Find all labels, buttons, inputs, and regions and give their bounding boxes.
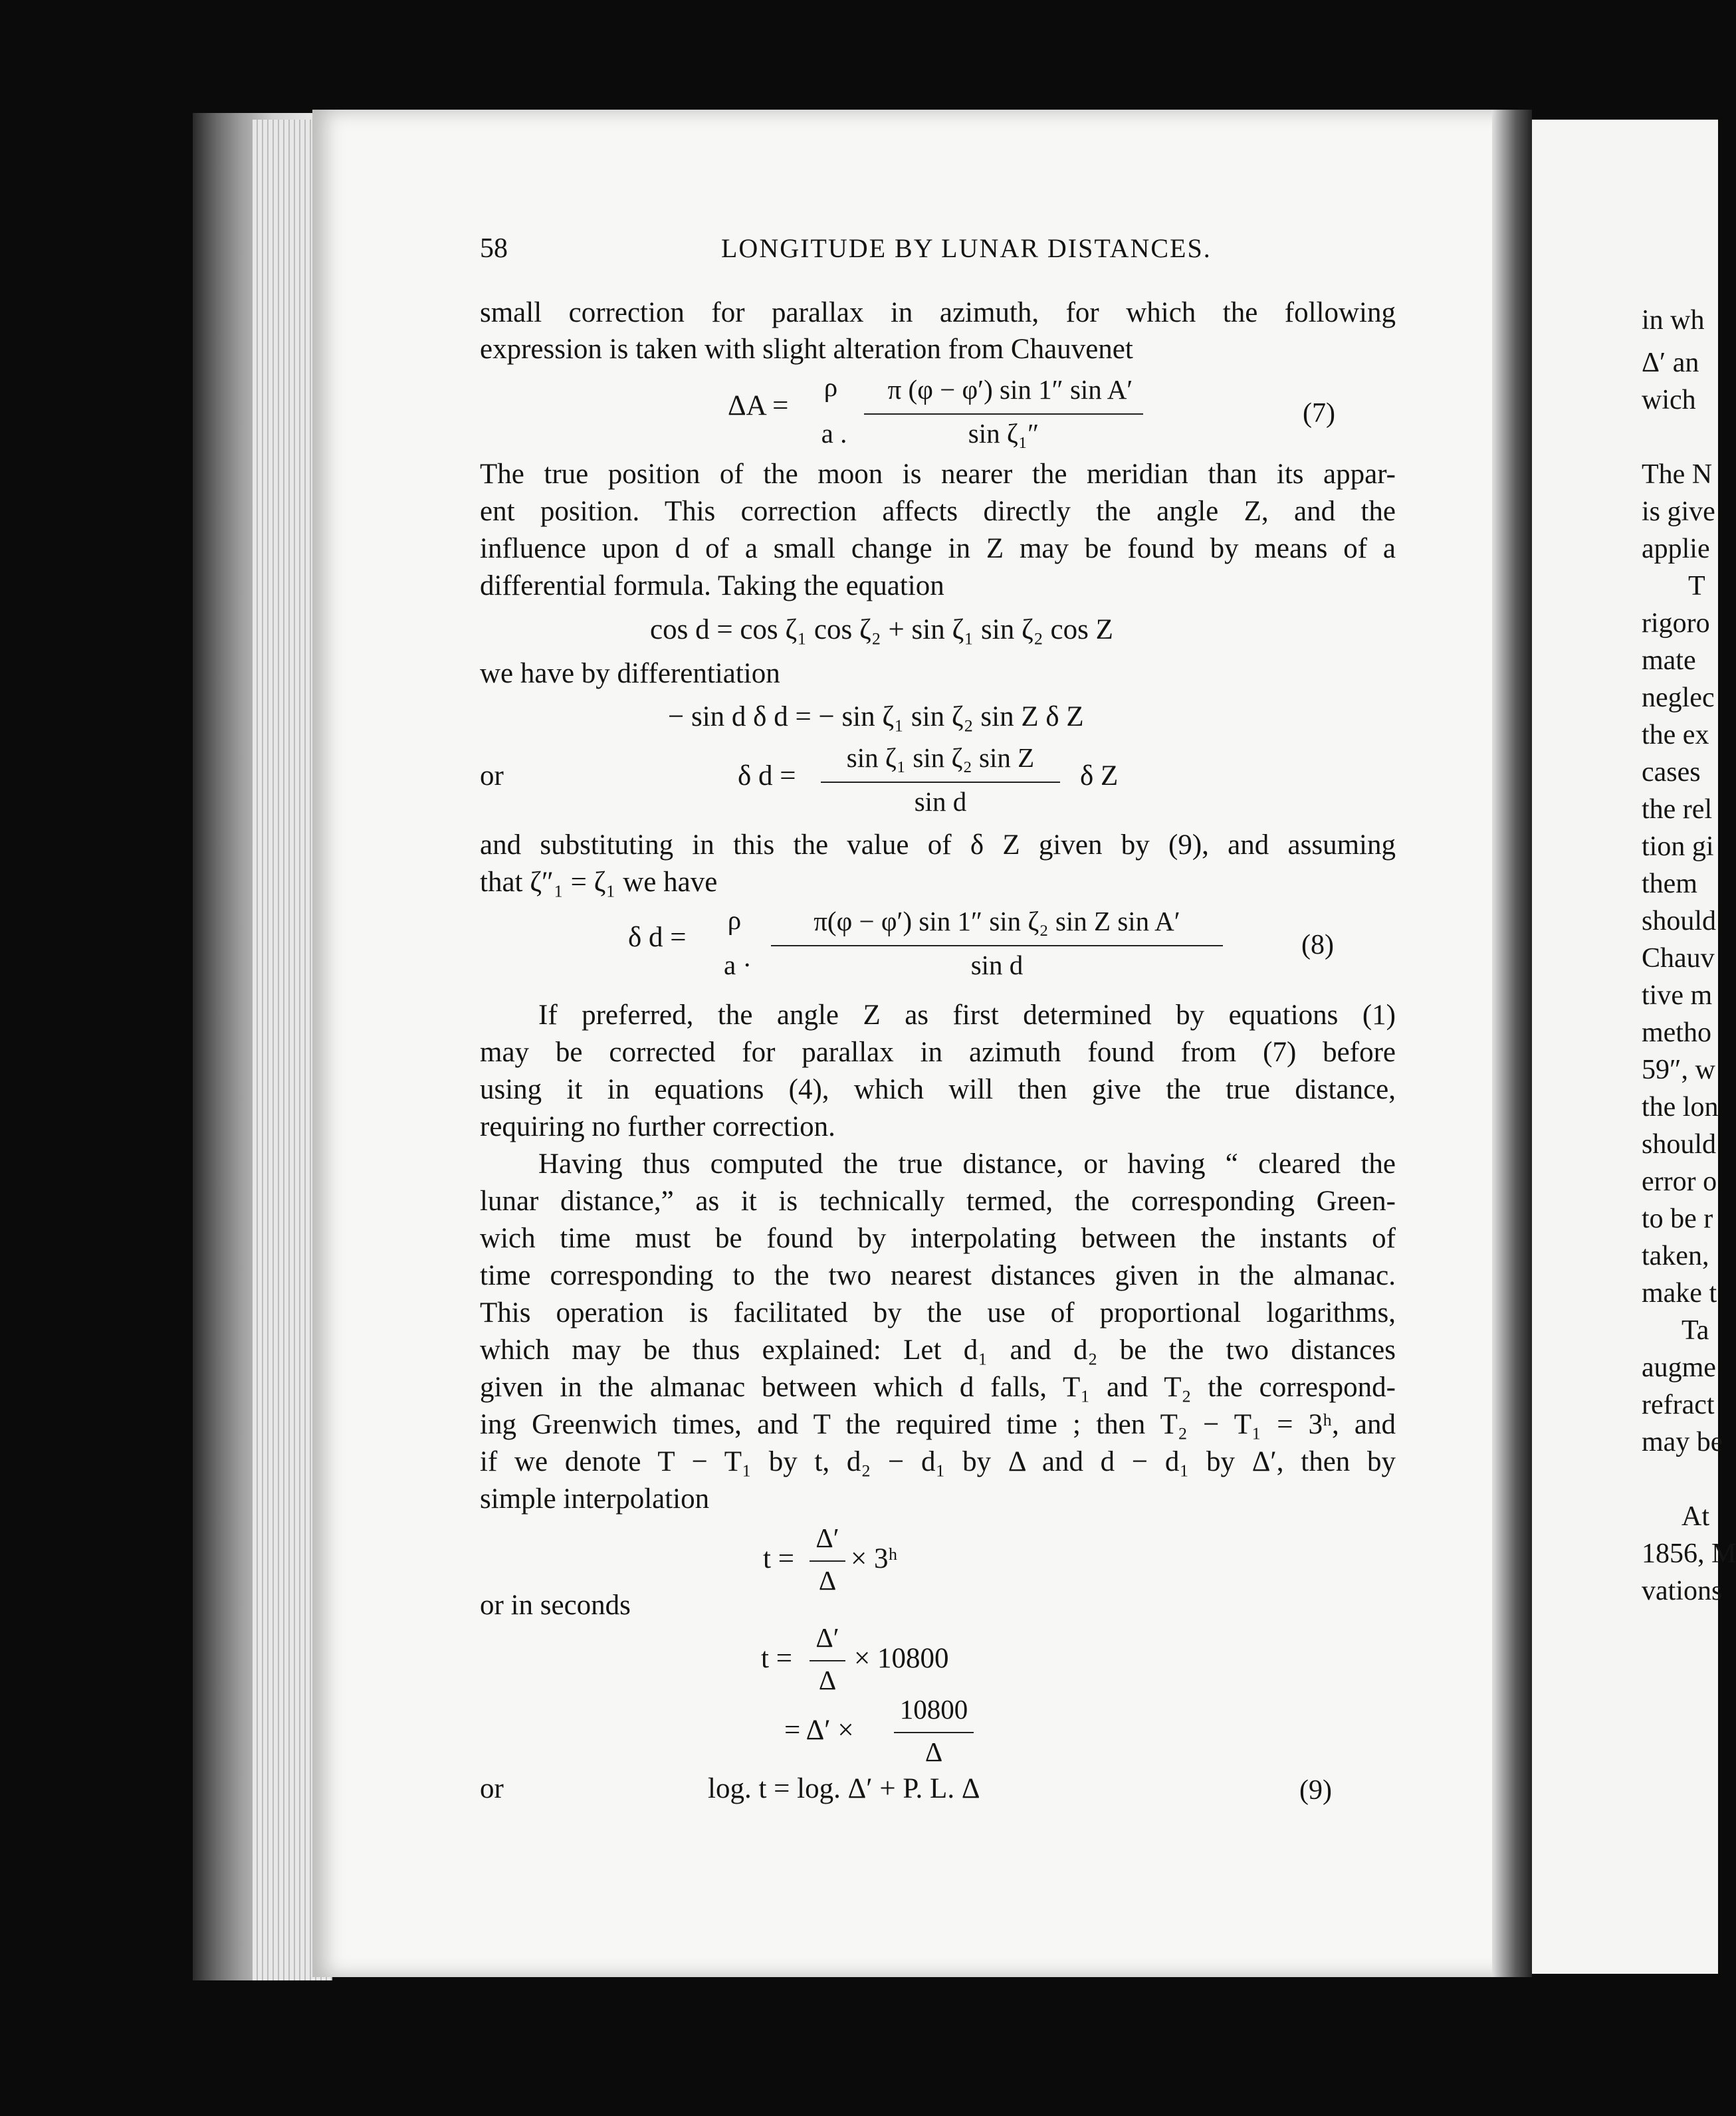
fraction-bar: [810, 1660, 845, 1661]
fraction-bar: [821, 782, 1060, 783]
next-page-text: tive m: [1642, 980, 1713, 1011]
next-page-text: error o: [1642, 1166, 1717, 1197]
t3-numerator: 10800: [899, 1694, 968, 1725]
t2-rhs: × 10800: [854, 1643, 949, 1674]
text-line: influence upon d of a small change in Z may be found by means of a: [480, 533, 1396, 564]
cos-equation: cos d = cos ζ₁ cos ζ₂ + sin ζ₁ sin ζ₂ cos Z: [650, 614, 1113, 645]
eq8-numerator: π(φ − φ′) sin 1″ sin ζ₂ sin Z sin A′: [814, 906, 1180, 936]
text-line: Having thus computed the true distance, or having “ cleared the: [538, 1148, 1396, 1180]
text-line: wich time must be found by interpolating between the instants of: [480, 1223, 1396, 1254]
eq8-lhs: δ d =: [628, 922, 687, 953]
next-page-text: should: [1642, 906, 1717, 936]
next-page-text: wich: [1642, 385, 1696, 415]
next-page-text: The N: [1642, 459, 1713, 490]
t2-denominator: Δ: [818, 1665, 837, 1695]
equation-9: log. t = log. Δ′ + P. L. Δ: [708, 1773, 980, 1804]
next-page-text: At: [1682, 1501, 1709, 1532]
next-page-text: taken,: [1642, 1241, 1709, 1271]
equation-label: (8): [1301, 930, 1334, 960]
text-line: or in seconds: [480, 1590, 631, 1621]
next-page-text: applie: [1642, 534, 1710, 564]
t1-rhs: × 3ʰ: [851, 1543, 898, 1574]
differential-equation: − sin d δ d = − sin ζ₁ sin ζ₂ sin Z δ Z: [668, 701, 1084, 732]
text-line: using it in equations (4), which will then give the true distance,: [480, 1074, 1396, 1105]
text-line: may be corrected for parallax in azimuth found from (7) before: [480, 1037, 1396, 1068]
running-head: LONGITUDE BY LUNAR DISTANCES.: [721, 233, 1212, 263]
next-page-text: augme: [1642, 1352, 1716, 1383]
text-line: small correction for parallax in azimuth, for which the following: [480, 297, 1396, 328]
text-line: expression is taken with slight alteration from Chauvenet: [480, 334, 1133, 365]
next-page-text: refract: [1642, 1390, 1715, 1420]
t3-denominator: Δ: [924, 1737, 943, 1767]
t1-numerator: Δ′: [815, 1523, 839, 1553]
next-page-text: the ex: [1642, 720, 1709, 750]
next-page-text: them: [1642, 869, 1697, 899]
dd-denominator: sin d: [914, 786, 967, 817]
next-page-text: 59″, w: [1642, 1055, 1715, 1085]
text-line: simple interpolation: [480, 1483, 710, 1515]
next-page-text: cases: [1642, 757, 1701, 788]
next-page-text: Chauv: [1642, 943, 1715, 974]
text-line: given in the almanac between which d falls, T₁ and T₂ the correspond-: [480, 1372, 1396, 1403]
eq8-a: a ·: [723, 950, 752, 980]
eq7-lhs: ΔA =: [728, 390, 789, 421]
fraction-bar: [864, 413, 1143, 415]
next-page-text: Δ′ an: [1642, 348, 1699, 378]
t2-lhs: t =: [761, 1643, 792, 1674]
eq7-denominator: sin ζ₁″: [968, 418, 1039, 449]
eq7-rho: ρ: [823, 371, 838, 402]
book-gutter: [1492, 110, 1532, 1977]
next-page-text: Ta: [1682, 1315, 1709, 1346]
text-line: ent position. This correction affects directly the angle Z, and the: [480, 496, 1396, 527]
text-line: we have by differentiation: [480, 658, 780, 689]
text-line: differential formula. Taking the equation: [480, 570, 944, 601]
dd-rhs: δ Z: [1080, 760, 1119, 792]
or-label: or: [480, 760, 504, 792]
text-line: which may be thus explained: Let d₁ and d₂ be the two distances: [480, 1334, 1396, 1366]
text-line: lunar distance,” as it is technically termed, the corresponding Green-: [480, 1186, 1396, 1217]
text-line: time corresponding to the two nearest distances given in the almanac.: [480, 1260, 1396, 1291]
fraction-bar: [771, 945, 1223, 946]
or-label: or: [480, 1773, 504, 1804]
next-page-text: neglec: [1642, 683, 1715, 713]
t3-lhs: = Δ′ ×: [784, 1715, 854, 1746]
equation-label: (9): [1299, 1775, 1332, 1806]
next-page-text: tion gi: [1642, 831, 1714, 862]
next-page-text: the lon: [1642, 1092, 1719, 1122]
eq7-numerator: π (φ − φ′) sin 1″ sin A′: [887, 374, 1133, 405]
next-page-text: is give: [1642, 496, 1715, 527]
text-line: ing Greenwich times, and T the required time ; then T₂ − T₁ = 3ʰ, and: [480, 1409, 1396, 1440]
fraction-bar: [894, 1732, 974, 1733]
next-page-text: mate: [1642, 645, 1696, 676]
next-page-text: T: [1688, 571, 1705, 601]
next-page-text: to be r: [1642, 1204, 1713, 1234]
fraction-bar: [810, 1560, 845, 1562]
dd-lhs: δ d =: [738, 760, 796, 792]
text-line: and substituting in this the value of δ Z given by (9), and assuming: [480, 829, 1396, 861]
text-line: if we denote T − T₁ by t, d₂ − d₁ by Δ and d − d₁ by Δ′, then by: [480, 1446, 1396, 1477]
text-line: If preferred, the angle Z as first determined by equations (1): [538, 1000, 1396, 1031]
next-page-text: rigoro: [1642, 608, 1710, 639]
text-line: requiring no further correction.: [480, 1111, 835, 1142]
eq8-denominator: sin d: [970, 950, 1024, 980]
text-line: that ζ″₁ = ζ₁ we have: [480, 867, 718, 898]
next-page-text: 1856, M: [1642, 1538, 1736, 1569]
next-page-text: should: [1642, 1129, 1717, 1160]
text-line: This operation is facilitated by the use of proportional logarithms,: [480, 1297, 1396, 1328]
t1-denominator: Δ: [818, 1565, 837, 1596]
next-page-text: in wh: [1642, 305, 1705, 336]
t2-numerator: Δ′: [815, 1622, 839, 1653]
eq7-a: a .: [821, 418, 847, 449]
next-page-text: make t: [1642, 1278, 1717, 1309]
next-page-text: metho: [1642, 1017, 1711, 1048]
next-page-text: the rel: [1642, 794, 1713, 825]
eq8-rho: ρ: [727, 904, 742, 935]
page-number: 58: [480, 233, 508, 264]
next-page-text: vations: [1642, 1576, 1723, 1606]
next-page-text: may be: [1642, 1427, 1723, 1457]
text-line: The true position of the moon is nearer the meridian than its appar-: [480, 459, 1396, 490]
t1-lhs: t =: [763, 1543, 794, 1574]
equation-label: (7): [1303, 398, 1335, 429]
dd-numerator: sin ζ₁ sin ζ₂ sin Z: [846, 742, 1035, 773]
